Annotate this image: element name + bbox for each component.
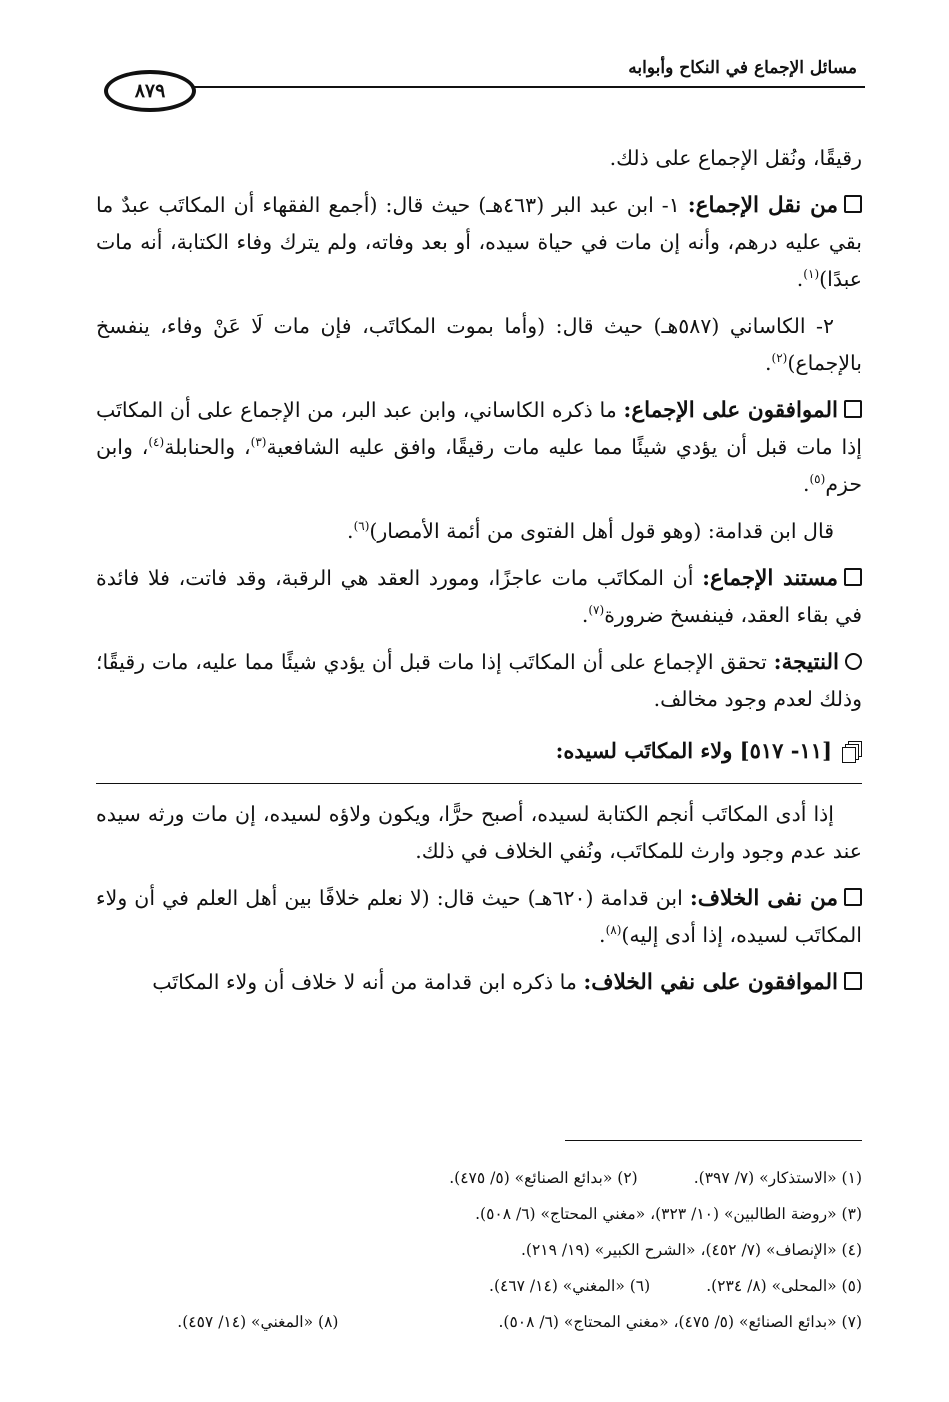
- circle-bullet-icon: [845, 653, 862, 670]
- footnote-ref[interactable]: (٦): [353, 519, 370, 534]
- footnote-ref[interactable]: (٥): [809, 472, 826, 487]
- paragraph-text: ، والحنابلة: [164, 435, 251, 459]
- paragraph-text: أن المكاتَب مات عاجزًا، ومورد العقد هي الرقبة، وقد فاتت، فلا فائدة في بقاء العقد، فينفسخ ضرورة: [96, 566, 862, 627]
- footnote: (٦) «المغني» (١٤/ ٤٦٧).: [489, 1277, 651, 1295]
- paragraph-text: قال ابن قدامة: (وهو قول أهل الفتوى من أئمة الأمصار): [369, 519, 834, 543]
- paragraph-text: ١- ابن عبد البر (٤٦٣هـ) حيث قال: (أجمع الفقهاء أن المكاتَب عبدٌ ما بقي عليه درهم، وأنه إن مات في حياة سيده، أو بعد وفاته، ولم يترك وفاء الكتابة، أنه مات عبدًا): [96, 193, 862, 291]
- paragraph-text: .: [347, 519, 354, 543]
- square-bullet-icon: [844, 195, 862, 213]
- square-bullet-icon: [844, 972, 862, 990]
- footnote-rule: [565, 1140, 862, 1141]
- paragraph-lead: من نقل الإجماع:: [687, 193, 838, 218]
- paragraph-lead: من نفى الخلاف:: [689, 886, 839, 911]
- page-number: ٨٧٩: [104, 70, 196, 112]
- paragraph-text: إذا أدى المكاتَب أنجم الكتابة لسيده، أصبح حرًّا، ويكون ولاؤه لسيده، إن مات ورثه سيده عند عدم وجود وارث للمكاتَب، ونُفي الخلاف في ذلك.: [96, 802, 862, 863]
- footnote: (٨) «المغني» (١٤/ ٤٥٧).: [177, 1313, 339, 1331]
- paragraph-text: ٢- الكاساني (٥٨٧هـ) حيث قال: (وأما بموت المكاتَب، فإن مات لَا عَنْ وفاء، ينفسخ بالإجماع): [96, 314, 862, 375]
- footnote: (١) «الاستذكار» (٧/ ٣٩٧).: [693, 1169, 862, 1187]
- paragraph: [96, 644, 862, 718]
- paragraph-text: .: [802, 472, 810, 496]
- section-title: [96, 732, 862, 769]
- footnotes: [96, 1160, 862, 1340]
- footnote-ref[interactable]: (٢): [771, 351, 788, 366]
- paragraph-lead: مستند الإجماع:: [702, 566, 838, 591]
- paragraph: [96, 140, 862, 177]
- header-rule: [180, 86, 865, 88]
- paragraph: [96, 392, 862, 503]
- paragraph-text: ابن قدامة (٦٢٠هـ) حيث قال: (لا نعلم خلافًا بين أهل العلم في أن ولاء المكاتَب لسيده، إذا أدى إليه): [96, 886, 862, 947]
- footnote-row: [96, 1232, 862, 1268]
- footnote: (٣) «روضة الطالبين» (١٠/ ٣٢٣)، «مغني المحتاج» (٦/ ٥٠٨).: [475, 1205, 862, 1223]
- paragraph-text: ، وابن حزم: [96, 435, 862, 496]
- section-title-text: [١١- ٥١٧] ولاء المكاتَب لسيده:: [555, 738, 832, 763]
- paragraph: [96, 187, 862, 298]
- paragraph-text: رقيقًا، ونُقل الإجماع على ذلك.: [609, 146, 862, 170]
- footnote-ref[interactable]: (١): [803, 267, 820, 282]
- footnote-ref[interactable]: (٤): [148, 435, 165, 450]
- footnote-row: [96, 1304, 862, 1340]
- paragraph-text: .: [581, 603, 589, 627]
- footnote: (٤) «الإنصاف» (٧/ ٤٥٢)، «الشرح الكبير» (١٩/ ٢١٩).: [520, 1241, 862, 1259]
- paragraph-text: ما ذكره ابن قدامة من أنه لا خلاف أن ولاء المكاتَب: [152, 970, 584, 994]
- main-text: [96, 140, 862, 1011]
- footnote-ref[interactable]: (٣): [250, 435, 267, 450]
- footnote-row: [96, 1268, 862, 1304]
- paragraph-text: .: [764, 351, 772, 375]
- paragraph: [96, 880, 862, 954]
- square-bullet-icon: [844, 888, 862, 906]
- footnote: (٧) «بدائع الصنائع» (٥/ ٤٧٥)، «مغني المحتاج» (٦/ ٥٠٨).: [498, 1313, 862, 1331]
- section-rule: [96, 783, 862, 784]
- paragraph-lead: النتيجة:: [773, 650, 839, 675]
- paragraph-text: .: [796, 267, 804, 291]
- square-bullet-icon: [844, 568, 862, 586]
- paragraph-text: ما ذكره الكاساني، وابن عبد البر، من الإجماع على أن المكاتَب إذا مات قبل أن يؤدي شيئًا مما عليه مات رقيقًا، وافق عليه الشافعية: [96, 398, 862, 459]
- footnote-ref[interactable]: (٨): [605, 923, 622, 938]
- paragraph: [96, 308, 862, 382]
- paragraph: [96, 513, 862, 550]
- paragraph-text: .: [599, 923, 606, 947]
- footnote: (٥) «المحلى» (٨/ ٢٣٤).: [706, 1277, 862, 1295]
- running-title: مسائل الإجماع في النكاح وأبوابه: [628, 58, 857, 78]
- paragraph: [96, 560, 862, 634]
- paragraph-lead: الموافقون على نفي الخلاف:: [583, 970, 838, 995]
- paragraph-lead: الموافقون على الإجماع:: [623, 398, 838, 423]
- footnote-row: [96, 1196, 862, 1232]
- paragraph: [96, 796, 862, 870]
- paragraph: [96, 964, 862, 1001]
- footnote: (٢) «بدائع الصنائع» (٥/ ٤٧٥).: [449, 1169, 638, 1187]
- pages-icon: [844, 741, 862, 761]
- paragraph-text: تحقق الإجماع على أن المكاتَب إذا مات قبل أن يؤدي شيئًا مما عليه، مات رقيقًا؛ وذلك لعدم وجود مخالف.: [96, 650, 862, 711]
- footnote-ref[interactable]: (٧): [588, 603, 605, 618]
- footnote-row: [96, 1160, 862, 1196]
- square-bullet-icon: [844, 400, 862, 418]
